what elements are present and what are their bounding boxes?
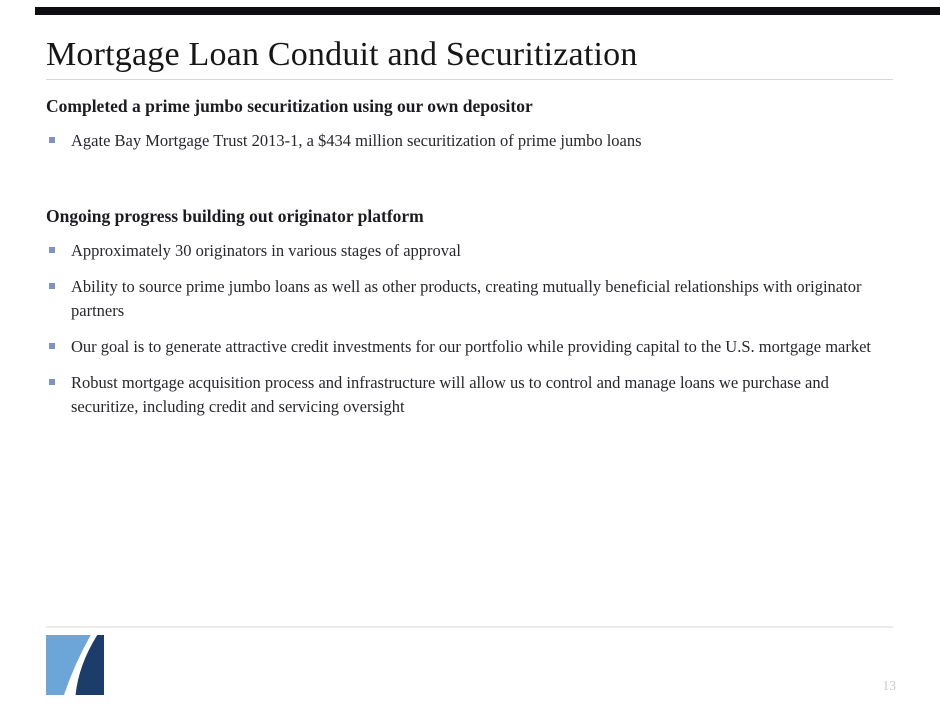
bullet-item	[46, 239, 900, 263]
bullet-item	[46, 275, 900, 323]
bullet-square-icon	[49, 247, 55, 253]
page-number: 13	[882, 678, 896, 693]
section-heading: Completed a prime jumbo securitization using our own depositor	[46, 96, 533, 116]
bullet-item	[46, 371, 900, 419]
bullet-square-icon	[49, 137, 55, 143]
bullet-square-icon	[49, 343, 55, 349]
bullet-text: Approximately 30 originators in various stages of approval	[71, 241, 461, 260]
bullet-text: Robust mortgage acquisition process and infrastructure will allow us to control and manage loans we purchase and securitize, including credit and servicing oversight	[71, 373, 829, 416]
bullet-text: Our goal is to generate attractive credit investments for our portfolio while providing capital to the U.S. mortgage market	[71, 337, 872, 356]
footer-divider	[46, 626, 893, 628]
bullet-text: Ability to source prime jumbo loans as well as other products, creating mutually beneficial relationships with originator partners	[71, 277, 862, 320]
bullet-square-icon	[49, 379, 55, 385]
section-originator-platform	[46, 206, 900, 419]
section-securitization	[46, 96, 900, 153]
bullet-text: Agate Bay Mortgage Trust 2013-1, a $434 million securitization of prime jumbo loans	[71, 131, 642, 150]
title-divider	[46, 79, 893, 80]
bullet-square-icon	[49, 283, 55, 289]
section-heading: Ongoing progress building out originator platform	[46, 206, 424, 226]
slide-content	[46, 96, 900, 419]
top-accent-bar	[35, 7, 940, 15]
slide-title: Mortgage Loan Conduit and Securitization	[46, 36, 638, 73]
bullet-item	[46, 335, 900, 359]
company-logo-icon	[46, 635, 104, 695]
bullet-item	[46, 129, 900, 153]
